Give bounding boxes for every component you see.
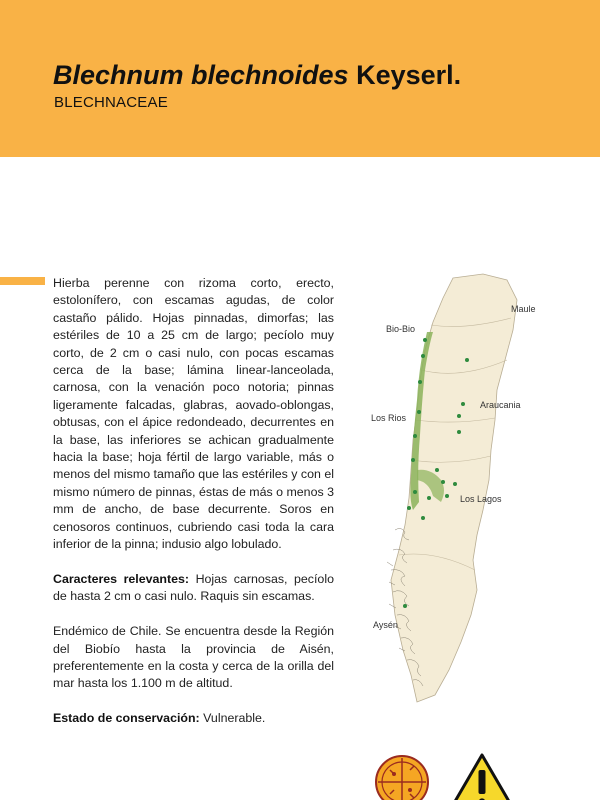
- accent-bar: [0, 277, 45, 285]
- map-landmass: [391, 274, 517, 702]
- region-label-aysen: Aysén: [373, 620, 398, 630]
- relevant-text: Hojas carnosas, pecíolo de hasta 2 cm o casi nulo. Raquis sin escamas.: [53, 571, 334, 604]
- region-label-loslagos: Los Lagos: [460, 494, 502, 504]
- conservation-status: [53, 710, 334, 727]
- region-label-maule: Maule: [511, 304, 536, 314]
- relevant-characters: [53, 571, 334, 606]
- species-title: [53, 60, 461, 91]
- warning-icon: [447, 752, 517, 800]
- region-label-losrios: Los Rios: [371, 413, 407, 423]
- header-band: [0, 0, 600, 157]
- scientific-name: Blechnum blechnoides: [53, 60, 349, 90]
- region-label-biobio: Bio-Bio: [386, 324, 416, 334]
- mapuche-emblem-icon: [374, 754, 430, 800]
- species-text: [53, 275, 334, 745]
- distribution-map: [365, 270, 545, 710]
- description-paragraph: Hierba perenne con rizoma corto, erecto, estolonífero, con escamas agudas, de color castaño pálido. Hojas pinnadas, dimorfas; las estériles de 10 a 25 cm de largo; pecíolo muy corto, de 2 cm o casi nulo, con pocas escamas cerca de la base; lámina linear-lanceolada, carnosa, con la venación poco notoria; pinnas ligeramente falcadas, glabras, aovado-oblongas, obtusas, con el ápice redondeado, decurrentes en la base, las inferiores se achican gradualmente hacia la base; hoja fértil de largo variable, más o menos del mismo tamaño que las estériles y con el mismo número de pinnas, éstas de más o menos 3 mm de ancho, de base decurrente. Soros en cenosoros continuos, cubriendo casi toda la cara inferior de la pinna; indusio algo lobulado.: [53, 276, 334, 552]
- family-name: BLECHNACEAE: [54, 94, 168, 111]
- region-label-araucania: Araucania: [480, 400, 521, 410]
- conservation-label: Estado de conservación:: [53, 711, 200, 726]
- distribution-paragraph: Endémico de Chile. Se encuentra desde la Región del Biobío hasta la provincia de Aisén, preferentemente en la costa y cerca de la orilla del mar hasta los 1.100 m de altitud.: [53, 624, 334, 691]
- conservation-text: Vulnerable.: [203, 711, 266, 726]
- relevant-label: Caracteres relevantes:: [53, 571, 190, 586]
- author-name: Keyserl.: [356, 60, 462, 90]
